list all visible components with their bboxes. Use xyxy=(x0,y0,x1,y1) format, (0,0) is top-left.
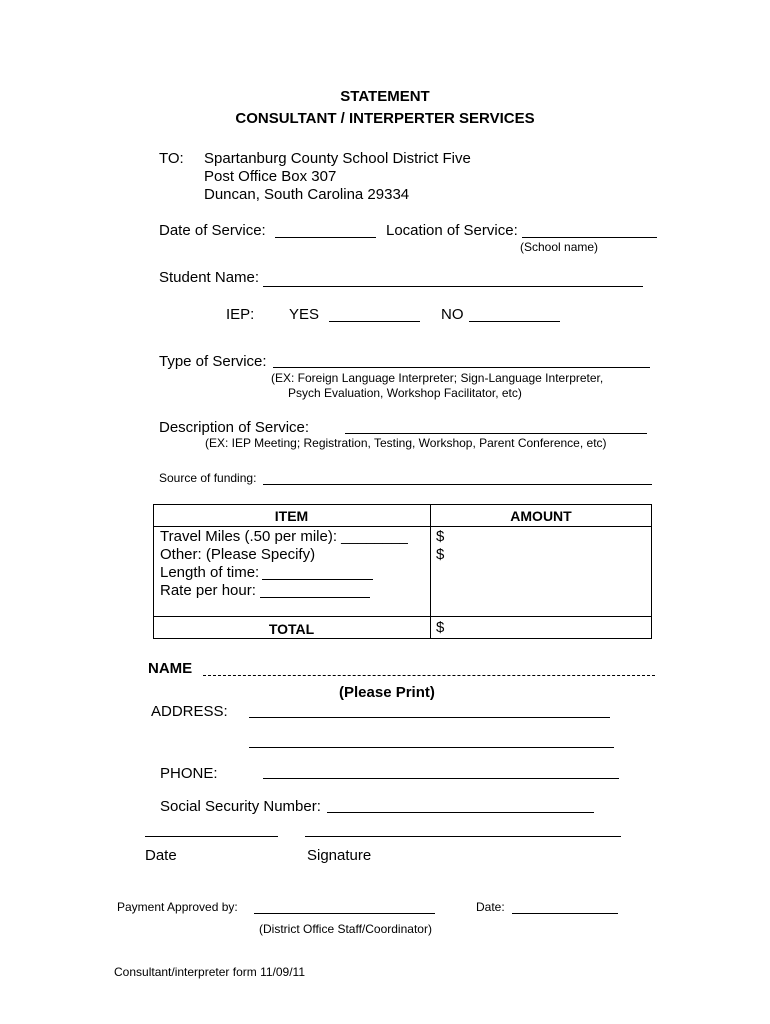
student-name-label: Student Name: xyxy=(159,269,260,286)
date-of-service-label: Date of Service: xyxy=(159,222,266,239)
sign-date-label: Date xyxy=(145,847,177,864)
name-label: NAME xyxy=(148,660,193,677)
address-line-2-field[interactable] xyxy=(249,731,614,748)
ssn-field[interactable] xyxy=(327,796,594,813)
iep-yes-label: YES xyxy=(289,306,320,323)
form-revision-footer: Consultant/interpreter form 11/09/11 xyxy=(114,965,305,979)
phone-field[interactable] xyxy=(263,762,619,779)
total-amount-dollar: $ xyxy=(436,619,445,636)
other-amount-dollar: $ xyxy=(436,546,445,563)
total-label: TOTAL xyxy=(268,621,315,637)
type-of-service-label: Type of Service: xyxy=(159,353,267,370)
sign-date-field[interactable] xyxy=(145,820,278,837)
district-po-box: Post Office Box 307 xyxy=(204,168,337,185)
travel-amount-dollar: $ xyxy=(436,528,445,545)
signature-field[interactable] xyxy=(305,820,621,837)
table-column-divider xyxy=(430,504,431,639)
length-of-time-field[interactable] xyxy=(262,564,373,580)
type-of-service-hint-2: Psych Evaluation, Workshop Facilitator, etc) xyxy=(288,386,522,400)
amount-column-header: AMOUNT xyxy=(510,508,572,524)
description-of-service-label: Description of Service: xyxy=(159,419,310,436)
length-of-time-label: Length of time: xyxy=(160,564,260,581)
description-of-service-field[interactable] xyxy=(345,418,647,434)
district-city: Duncan, South Carolina 29334 xyxy=(204,186,410,203)
ssn-label: Social Security Number: xyxy=(160,798,321,815)
location-of-service-label: Location of Service: xyxy=(386,222,518,239)
type-of-service-hint-1: (EX: Foreign Language Interpreter; Sign-Language Interpreter, xyxy=(271,371,604,385)
please-print-hint: (Please Print) xyxy=(339,684,435,701)
payment-approved-field[interactable] xyxy=(254,898,435,914)
date-of-service-field[interactable] xyxy=(275,222,376,238)
iep-no-label: NO xyxy=(441,306,464,323)
signature-label: Signature xyxy=(307,847,372,864)
district-name: Spartanburg County School District Five xyxy=(204,150,471,167)
source-of-funding-field[interactable] xyxy=(263,469,652,485)
type-of-service-field[interactable] xyxy=(273,352,650,368)
payment-approved-label: Payment Approved by: xyxy=(117,900,238,914)
location-of-service-field[interactable] xyxy=(522,222,657,238)
name-field[interactable] xyxy=(203,660,655,676)
travel-miles-label: Travel Miles (.50 per mile): ________ xyxy=(160,528,408,545)
phone-label: PHONE: xyxy=(160,765,218,782)
iep-label: IEP: xyxy=(226,306,255,323)
district-staff-hint: (District Office Staff/Coordinator) xyxy=(259,922,432,936)
rate-per-hour-label: Rate per hour: xyxy=(160,582,256,599)
student-name-field[interactable] xyxy=(263,270,643,287)
to-label: TO: xyxy=(159,150,184,167)
form-subtitle: CONSULTANT / INTERPERTER SERVICES xyxy=(235,110,535,127)
approval-date-field[interactable] xyxy=(512,898,618,914)
rate-per-hour-field[interactable] xyxy=(260,582,370,598)
item-column-header: ITEM xyxy=(274,508,309,524)
source-of-funding-label: Source of funding: xyxy=(159,471,257,485)
address-line-1-field[interactable] xyxy=(249,701,610,718)
table-total-divider xyxy=(153,616,652,617)
address-label: ADDRESS: xyxy=(151,703,228,720)
other-specify-label: Other: (Please Specify) xyxy=(160,546,316,563)
description-of-service-hint: (EX: IEP Meeting; Registration, Testing, Workshop, Parent Conference, etc) xyxy=(205,436,607,450)
form-title: STATEMENT xyxy=(340,88,430,105)
table-header-divider xyxy=(153,526,652,527)
school-name-hint: (School name) xyxy=(520,240,599,254)
approval-date-label: Date: xyxy=(476,900,505,914)
iep-no-field[interactable] xyxy=(469,306,560,322)
iep-yes-field[interactable] xyxy=(329,306,420,322)
